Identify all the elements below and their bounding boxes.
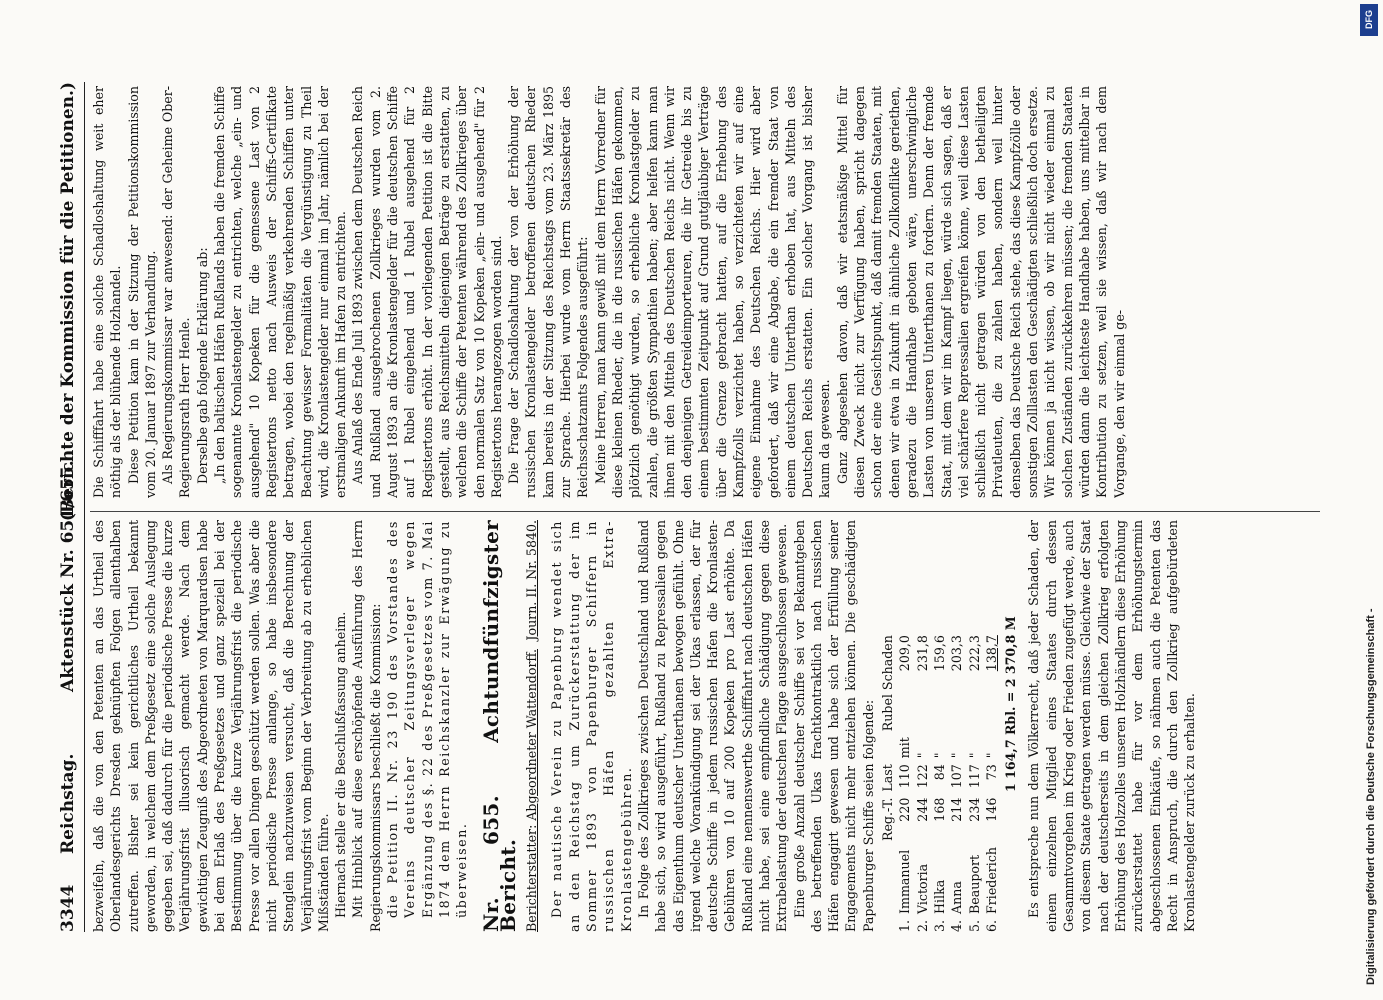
ship-name: Hilka (931, 879, 947, 914)
ship-rubel: 231,8 (914, 635, 930, 672)
section-title: Nr. 655. Achtundfünfzigster Bericht. (478, 520, 520, 932)
aktenstueck-number: Aktenstück Nr. 651/655. (58, 460, 78, 692)
ship-mit: " (966, 752, 982, 759)
paragraph: bezweifeln, daß die von den Petenten an das Urtheil des Oberlandesgerichts Dresden geknüpften Folgen allenthalben zutreffen. Bisher sei kein gerichtliches Urtheil bekannt geworden, in welchem dem Preßgesetz eine solche Auslegung gegeben sei, daß dadurch für die periodische Presse die kurze Verjährungsfrist illusorisch gemacht werde. Nach dem gewichtigen Zeugniß des Abgeordneten von Marquardsen habe bei dem Erlaß des Preßgesetzes und ganz speziell bei der Bestimmung über die kurze Verjährungsfrist die periodische Presse vor allen Dingen geschützt werden sollen. Was aber die nicht periodische Presse anlange, so habe insbesondere Stenglein nachzuweisen versucht, daß die Berechnung der Verjährungsfrist vom Beginn der Verbreitung ab zu erheblichen Mißständen führe. (91, 520, 331, 932)
ship-number: 2. (914, 919, 930, 932)
paragraph: Eine große Anzahl deutscher Schiffe sei vor Bekanntgeben des betreffenden Ukas frachtkontraktlich nach russischen Häfen engagirt gewesen und habe sich der Erfüllung seiner Engagements nicht mehr entziehen können. Die geschädigten Papenburger Schiffe seien folgende: (791, 520, 876, 932)
ship-rubel: 222,3 (966, 635, 982, 672)
ship-last: 110 (897, 764, 913, 789)
ship-reg: 168 (931, 797, 947, 822)
ship-rubel: 209,0 (897, 635, 913, 672)
ship-name: Victoria (914, 863, 930, 914)
paragraph: Es entspreche nun dem Völkerrecht, daß jeder Schaden, der einem einzelnen Mitglied eines Staates durch dessen Gesammtvorgehen im Krieg oder Frieden zugefügt werde, auch von diesem Staate getragen werden müsse. Gleichwie der Staat nach der deutscherseits in dem gleichen Zollkrieg erfolgten Erhöhung des Holzzolles unseren Holzhändlern diese Erhöhung zurückerstattet habe für vor dem Erhöhungstermin abgeschlossenen Einkäufe, so nähmen auch die Petenten das Recht in Anspruch, die durch den Zollkrieg aufgebürdeten Kronlastengelder zurück zu erhalten. (1026, 520, 1198, 932)
report-title: (Berichte der Kommission für die Petitionen.) (58, 82, 78, 522)
ship-mit: " (931, 752, 947, 759)
paragraph: Als Regierungskommissar war anwesend: der Geheime Ober-Regierungsrath Herr Henle. (160, 86, 193, 498)
ship-last: 84 (931, 764, 947, 781)
ship-number: 6. (983, 919, 999, 932)
digitization-credit: Digitalisierung gefördert durch die Deutsche Forschungsgemeinschaft - (1365, 608, 1377, 985)
ship-rubel: 138,7 (983, 635, 999, 672)
rapporteur-line (523, 520, 540, 932)
page-number: 3344 (58, 884, 78, 932)
table-row (948, 629, 965, 932)
ship-last: 107 (949, 764, 965, 789)
ship-rubel: 203,3 (949, 635, 965, 672)
ship-last: 117 (966, 764, 982, 789)
paragraph: Diese Petition kam in der Sitzung der Petitionskommission vom 20. Januar 1897 zur Verhandlung. (125, 86, 158, 498)
ship-mit: " (914, 752, 930, 759)
paragraph: In Folge des Zollkrieges zwischen Deutschland und Rußland habe sich, so wird ausgeführt, Rußland zu Repressalien gegen das Eigenthum deutscher Unterthanen bewogen gefühlt. Ohne irgend welche Vorankündigung sei der Ukas erlassen, der für deutsche Schiffe in jedem russischen Hafen die Kronlasten-Gebühren von 10 auf 200 Kopeken pro Last erhöhte. Da Rußland eine nennenswerthe Schifffahrt nach deutschen Häfen nicht habe, sei eine empfindliche Schädigung gegen diese Extrabelastung der deutschen Flagge ausgeschlossen gewesen. (635, 520, 790, 932)
table-header-row (879, 629, 896, 932)
ship-number: 5. (966, 919, 982, 932)
page-header (58, 82, 85, 932)
ship-name: Anna (949, 881, 965, 914)
ship-mit: mit (897, 737, 913, 759)
ship-reg: 214 (949, 797, 965, 822)
ship-reg: 244 (914, 797, 930, 822)
ship-rubel: 159,6 (931, 635, 947, 672)
paragraph: Derselbe gab folgende Erklärung ab: (194, 247, 210, 484)
ship-reg: 220 (897, 797, 913, 822)
ship-last: 73 (983, 764, 999, 781)
paragraph: „In den baltischen Häfen Rußlands haben die fremden Schiffe sogenannte Kronlastengelder zu entrichten, welche „ein- und ausgehend" 10 Kopeken für die gemessene Last von 2 Registertons netto nach Ausweis der Schiffs-Certifikate betragen, wobei den regelmäßig verkehrenden Schiffen unter Beachtung gewisser Formalitäten die Vergünstigung zu Theil wird, die Kronlastengelder nur einmal im Jahr, nämlich bei der erstmaligen Ankunft im Hafen zu entrichten. (212, 86, 349, 498)
ships-table (879, 629, 1000, 932)
ship-name: Beauport (966, 854, 982, 914)
ship-name: Friederich (983, 847, 999, 914)
table-row (896, 629, 913, 932)
paragraph: Hiernach stelle er die Beschlußfassung anheim. (333, 611, 349, 918)
document-page (30, 60, 1345, 990)
paragraph: Der nautische Verein zu Papenburg wendet sich an den Reichstag um Zurückerstattung der im Sommer 1893 von Papenburger Schiffern in russischen Häfen gezahlten Extra-Kronlastengebühren. (549, 520, 634, 932)
left-column (90, 520, 1330, 932)
right-column (90, 86, 1330, 498)
table-total: 1 164,7 Rbl. = 2 370,8 M (1003, 616, 1019, 792)
journal-number: Journ. II. Nr. 5840. (524, 520, 540, 641)
rapporteur: Berichterstatter: Abgeordneter Wattendorff. (524, 649, 540, 932)
running-title: Reichstag. (58, 753, 78, 854)
table-header: Last (880, 764, 896, 792)
table-row (966, 629, 983, 932)
table-row (983, 629, 1000, 932)
table-row (931, 629, 948, 932)
table-header: Rubel Schaden (880, 635, 896, 732)
ship-number: 4. (949, 919, 965, 932)
paragraph: Mit Hinblick auf diese erschöpfende Ausführung des Herrn Regierungskommissars beschließt die Kommission: (350, 520, 383, 932)
ship-reg: 234 (966, 797, 982, 822)
paragraph: Aus Anlaß des Ende Juli 1893 zwischen dem Deutschen Reich und Rußland ausgebrochenen Zollkrieges wurden vom 2. August 1893 an die Kronlastengelder für die deutschen Schiffe auf 1 Rubel eingehend und 1 Rubel ausgehend für 2 Registertons erhöht. In der vorliegenden Petition ist die Bitte gestellt, aus Reichsmitteln diejenigen Beträge zu erstatten, zu welchen die Schiffe der Petenten während des Zollkrieges über den normalen Satz von 10 Kopeken „ein- und ausgehend" für 2 Registertons herangezogen worden sind. (350, 86, 504, 498)
paragraph: Meine Herren, man kann gewiß mit dem Herrn Vorredner für diese kleinen Rheder, die in die russischen Häfen gekommen, plötzlich genöthigt wurden, so erhebliche Kronlastgelder zu zahlen, die größten Sympathien haben; aber helfen kann man ihnen mit den Mitteln des Deutschen Reichs nicht. Wenn wir den denjenigen Getreideimporteuren, die ihr Getreide bis zu einem bestimmten Zeitpunkt auf Grund gutgläubiger Verträge über die Grenze gebracht hatten, auf die Erhebung des Kampfzolls verzichtet haben, so verzichteten wir auf eine eigene Einnahme des Deutschen Reichs. Hier wird aber gefordert, daß wir eine Abgabe, die ein fremder Staat von einem deutschen Unterthan erhoben hat, aus Mitteln des Deutschen Reichs erstatten. Ein solcher Vorgang ist bisher kaum da gewesen. (592, 86, 833, 498)
ship-reg: 146 (983, 797, 999, 822)
resolution: die Petition II. Nr. 23 190 des Vorstandes des Vereins deutscher Zeitungsverleger wegen Ergänzung des §. 22 des Preßgesetzes vom 7. Mai 1874 dem Herrn Reichskanzler zur Erwägung zu überweisen. (385, 520, 470, 918)
ship-number: 3. (931, 919, 947, 932)
ship-number: 1. (897, 919, 913, 932)
ship-last: 122 (914, 764, 930, 789)
ship-name: Immanuel (897, 849, 913, 914)
table-header: Reg.-T. (880, 797, 896, 841)
paragraph: Die Frage der Schadloshaltung der von der Erhöhung der russischen Kronlastengelder betroffenen deutschen Rheder kam bereits in der Sitzung des Reichstags vom 23. März 1895 zur Sprache. Hierbei wurde vom Herrn Staatssekretär des Reichsschatzamts Folgendes ausgeführt: (506, 86, 591, 498)
dfg-logo: DFG (1360, 4, 1378, 36)
ship-mit: " (949, 752, 965, 759)
table-row (914, 629, 931, 932)
paragraph: Ganz abgesehen davon, daß wir etatsmäßige Mittel für diesen Zweck nicht zur Verfügung haben, spricht dagegen schon der eine Gesichtspunkt, daß damit fremden Staaten, mit denen wir etwa in Zukunft in ähnliche Zollkonflikte geriethen, geradezu die Handhabe geboten wäre, unerschwingliche Lasten von unseren Unterthanen zu fordern. Denn der fremde Staat, mit dem wir im Kampf liegen, würde sich sagen, daß er viel schärfere Repressalien ergreifen könne, weil diese Lasten schließlich nicht getragen würden von den betheiligten Privatleuten, die zu zahlen haben, sondern weil hinter denselben das Deutsche Reich stehe, das diese Kampfzölle oder sonstigen Zolllasten den Geschädigten schließlich doch ersetze. Wir können ja nicht wissen, ob wir nicht wieder einmal zu solchen Zuständen zurückkehren müssen; die fremden Staaten würden dann die leichteste Handhabe haben, uns mittelbar in Kontribution zu setzen, weil sie wissen, daß wir nach dem Vorgange, den wir einmal ge- (834, 86, 1127, 498)
column-divider (90, 511, 1320, 512)
paragraph: Die Schifffahrt habe eine solche Schadloshaltung weit eher nöthig als der blühende Holzhandel. (91, 86, 124, 498)
ship-mit: " (983, 752, 999, 759)
